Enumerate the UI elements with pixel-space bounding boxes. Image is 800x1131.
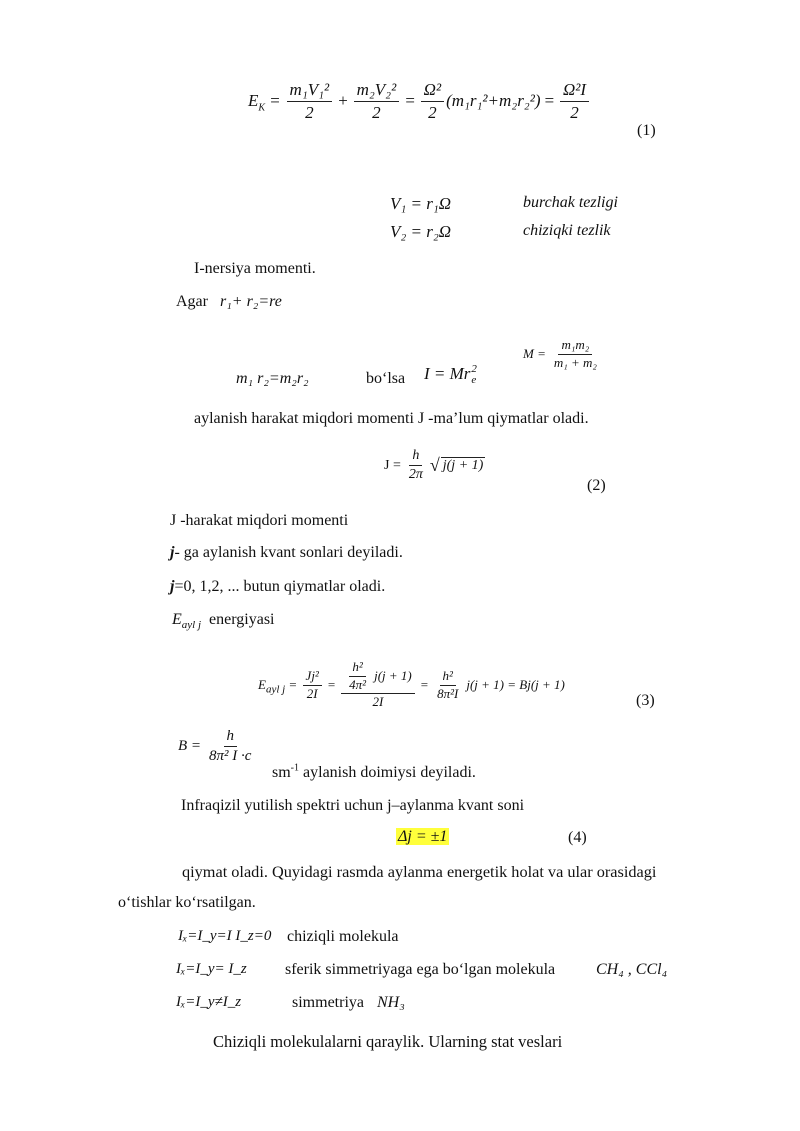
eq1-paren: (m₁r₁²+m₂r₂²) <box>446 91 541 111</box>
j-momentum-line: J -harakat miqdori momenti <box>170 512 349 529</box>
selection-rule: Δj = ±1 <box>398 828 448 845</box>
type-linear-text: chiziqli molekula <box>287 928 399 945</box>
angmom-line: aylanish harakat miqdori momenti J -ma’lum qiymatlar oladi. <box>194 410 589 427</box>
eq1-term1: $\frac{\text{m₁V₁²}}{2}$ <box>287 80 333 122</box>
type-symmetric-expr: Iₓ=I_y≠I_z <box>176 994 242 1010</box>
mr-expr: m₁ r₂=m₂r₂ <box>236 370 309 387</box>
j-quantum-line: j- ga aylanish kvant sonlari deyiladi. <box>170 544 403 561</box>
eq4-number: (4) <box>568 829 587 846</box>
type-spherical-text: sferik simmetriyaga ega bo‘lgan molekula <box>285 961 556 978</box>
type-linear-expr: Iₓ=I_y=I I_z=0 <box>178 928 272 944</box>
type-spherical-example: CH₄ , CCl₄ <box>596 961 668 978</box>
agar-line: Agar r₁+ r₂=re <box>176 293 282 310</box>
def-v1-label: burchak tezligi <box>523 194 618 211</box>
para-line-2: o‘tishlar ko‘rsatilgan. <box>118 894 256 911</box>
para-line-1: qiymat oladi. Quyidagi rasmda aylanma energetik holat va ular orasidagi <box>182 862 657 881</box>
b-description: $sm^{-1}$ aylanish doimiysi deyiladi. <box>272 762 476 781</box>
eq1-number: (1) <box>637 122 656 139</box>
def-v1: V₁ = r₁Ω <box>390 194 452 213</box>
def-v2-label: chiziqki tezlik <box>523 222 611 239</box>
moment-of-inertia: I = Mr 2 e <box>424 363 477 387</box>
eq2-number: (2) <box>587 477 606 494</box>
bolsa-word: bo‘lsa <box>366 370 406 387</box>
def-v2: V₂ = r₂Ω <box>390 222 452 241</box>
eq1-omega: $\frac{\text{Ω²}}{2}$ <box>421 80 444 122</box>
reduced-mass: M = $\frac{\text{m₁m₂}}{\text{m₁ + m₂}}$ <box>523 337 597 370</box>
energy-line: $E_{ayl j}$ energiyasi <box>172 611 275 632</box>
infrared-line: Infraqizil yutilish spektri uchun j–aylanma kvant soni <box>181 797 525 814</box>
type-spherical-expr: Iₓ=I_y= I_z <box>176 961 247 977</box>
eq3-lhs: $E_{ayl j}$ <box>258 677 286 696</box>
j-values-line: j=0, 1,2, ... butun qiymatlar oladi. <box>170 578 386 595</box>
rotational-constant: B = $\frac{h}{\text{8π² I ·c}}$ <box>178 728 252 765</box>
eq1-term2: $\frac{\text{m₂V₂²}}{2}$ <box>354 80 400 122</box>
equation-1: $E_K$ = $\frac{\text{m₁V₁²}}{2}$ + $\frac{\text{m₂V₂²}}{2}$ = $\frac{\text{Ω²}}{2}$ (m₁r₁²+m₂r₂²) = $\frac{\text{Ω²I}}{2}$ <box>248 80 591 122</box>
final-line: Chiziqli molekulalarni qaraylik. Ularning stat veslari <box>213 1032 563 1051</box>
eq1-lhs: $E_K$ <box>248 91 266 114</box>
equation-3: $E_{ayl j}$ = $\frac{\text{Jj²}}{2I}$ = $\frac{\text{h²}}{\text{4π²}}$ j(j + 1) 2I = $\frac{\text{h²}}{\text{8π²I}}$ j(j + 1) = Bj(j + 1) <box>258 658 565 710</box>
eq3-number: (3) <box>636 692 655 709</box>
inertia-line: I-nersiya momenti. <box>194 260 316 277</box>
type-symmetric-text: simmetriya <box>292 994 364 1011</box>
type-symmetric-example: NH₃ <box>377 994 405 1011</box>
equation-2: J = $\frac{h}{2\pi}$ √ j(j + 1) <box>384 448 484 483</box>
eq1-last: $\frac{\text{Ω²I}}{2}$ <box>560 80 589 122</box>
